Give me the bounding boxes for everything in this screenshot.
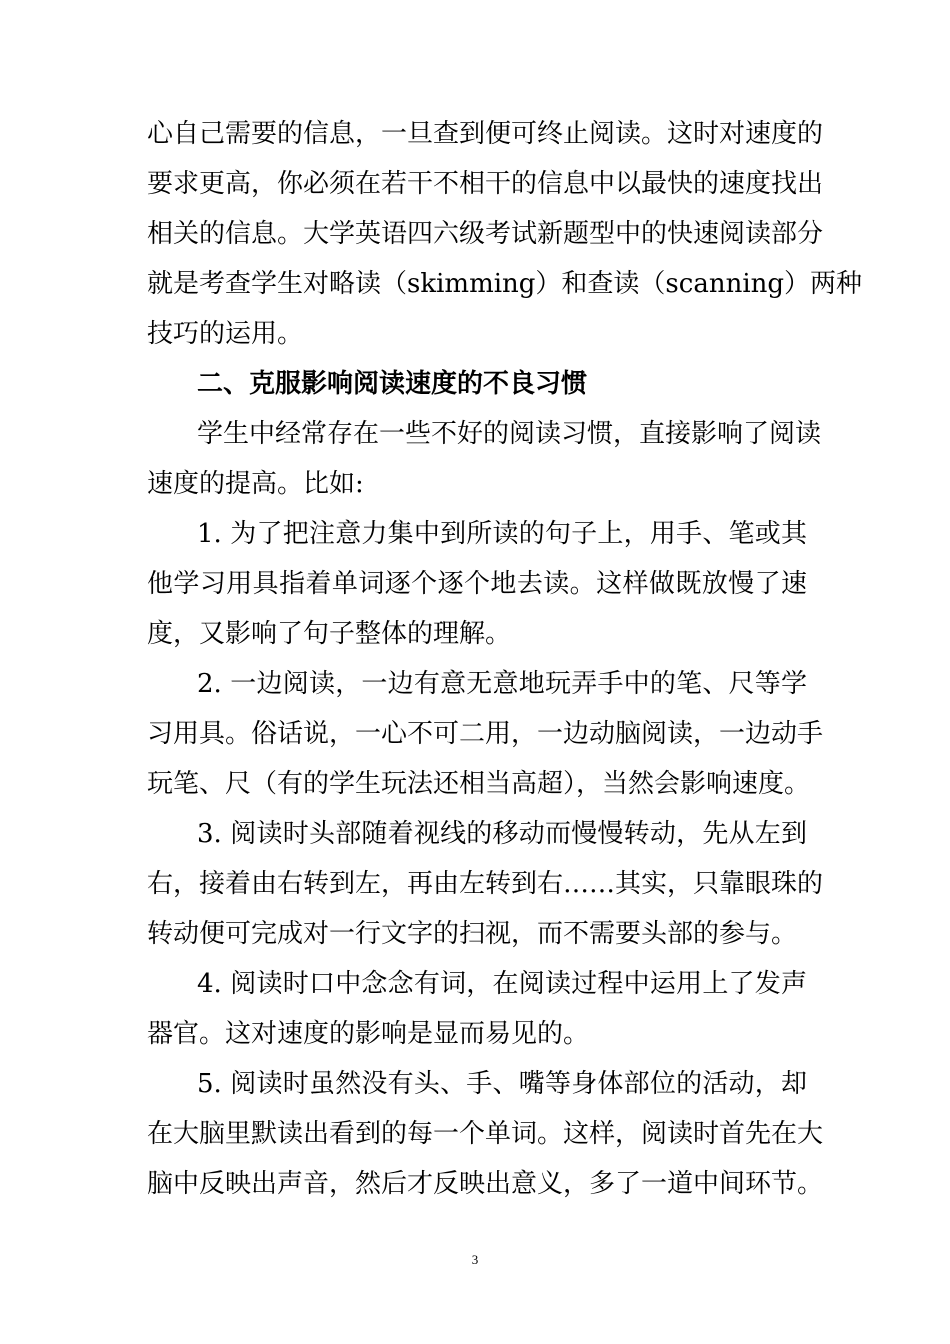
- paragraph-line: 就是考查学生对略读（skimming）和查读（scanning）两种: [147, 269, 863, 299]
- list-item-line: 3. 阅读时头部随着视线的移动而慢慢转动，先从左到: [197, 819, 807, 849]
- page-number: 3: [471, 1252, 479, 1267]
- list-item-line: 玩笔、尺（有的学生玩法还相当高超），当然会影响速度。: [147, 769, 811, 799]
- paragraph-line: 相关的信息。大学英语四六级考试新题型中的快速阅读部分: [147, 219, 824, 249]
- list-item-line: 4. 阅读时口中念念有词，在阅读过程中运用上了发声: [197, 969, 807, 999]
- list-item-line: 2. 一边阅读，一边有意无意地玩弄手中的笔、尺等学: [197, 669, 807, 699]
- list-item-line: 习用具。俗话说，一心不可二用，一边动脑阅读，一边动手: [147, 719, 824, 749]
- list-item-line: 在大脑里默读出看到的每一个单词。这样，阅读时首先在大: [147, 1119, 824, 1149]
- list-item-line: 脑中反映出声音，然后才反映出意义，多了一道中间环节。: [147, 1169, 824, 1199]
- paragraph-line: 技巧的运用。: [147, 319, 304, 349]
- list-item-line: 右，接着由右转到左，再由左转到右……其实，只靠眼珠的: [147, 869, 824, 899]
- paragraph-line: 速度的提高。比如:: [147, 469, 364, 499]
- paragraph-line: 心自己需要的信息，一旦查到便可终止阅读。这时对速度的: [147, 119, 824, 149]
- list-item-line: 他学习用具指着单词逐个逐个地去读。这样做既放慢了速: [147, 569, 807, 599]
- list-item-line: 1. 为了把注意力集中到所读的句子上，用手、笔或其: [197, 519, 807, 549]
- list-item-line: 5. 阅读时虽然没有头、手、嘴等身体部位的活动，却: [197, 1069, 807, 1099]
- paragraph-line: 学生中经常存在一些不好的阅读习惯，直接影响了阅读: [197, 419, 822, 449]
- list-item-line: 度，又影响了句子整体的理解。: [147, 619, 512, 649]
- list-item-line: 转动便可完成对一行文字的扫视，而不需要头部的参与。: [147, 919, 798, 949]
- list-item-line: 器官。这对速度的影响是显而易见的。: [147, 1019, 590, 1049]
- paragraph-line: 要求更高，你必须在若干不相干的信息中以最快的速度找出: [147, 169, 824, 199]
- section-heading: 二、克服影响阅读速度的不良习惯: [197, 369, 588, 399]
